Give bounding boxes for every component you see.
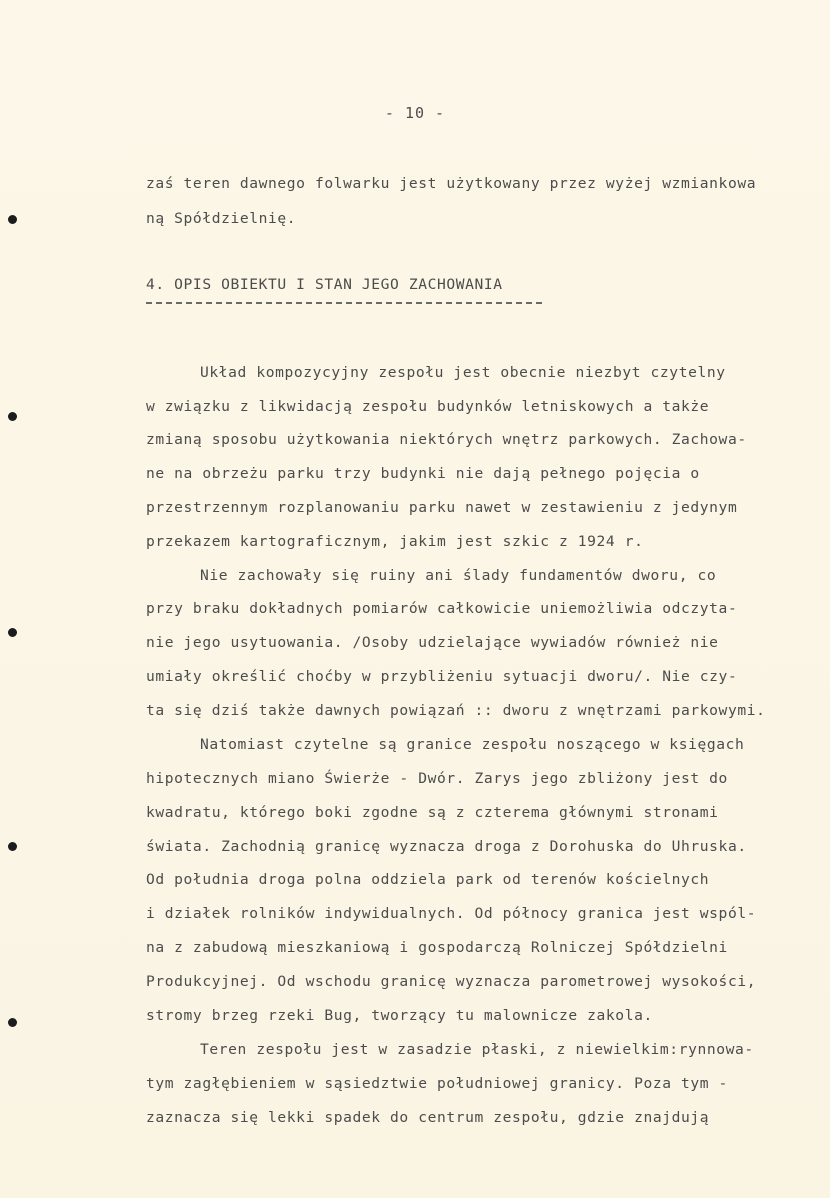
section-heading: 4. OPIS OBIEKTU I STAN JEGO ZACHOWANIA [146,276,503,293]
text-line: przekazem kartograficznym, jakim jest szkic z 1924 r. [146,533,644,550]
text-line: zaś teren dawnego folwarku jest użytkowany przez wyżej wzmiankowa [146,175,757,192]
punch-hole-mark [8,1018,17,1027]
text-line: przy braku dokładnych pomiarów całkowicie uniemożliwia odczyta- [146,600,738,617]
text-line: ta się dziś także dawnych powiązań :: dworu z wnętrzami parkowymi. [146,702,766,719]
text-line: hipotecznych miano Świerże - Dwór. Zarys jego zbliżony jest do [146,770,728,787]
punch-hole-mark [8,628,17,637]
text-line: świata. Zachodnią granicę wyznacza droga z Dorohuska do Uhruska. [146,838,747,855]
text-line: Teren zespołu jest w zasadzie płaski, z niewielkim:rynnowa- [200,1041,754,1058]
heading-underline [146,302,542,304]
text-line: przestrzennym rozplanowaniu parku nawet w zestawieniu z jedynym [146,499,738,516]
text-line: nie jego usytuowania. /Osoby udzielające wywiadów również nie [146,634,719,651]
text-line: ną Spółdzielnię. [146,210,297,227]
page-number: - 10 - [384,104,446,122]
text-line: Nie zachowały się ruiny ani ślady fundamentów dworu, co [200,567,717,584]
text-line: umiały określić choćby w przybliżeniu sytuacji dworu/. Nie czy- [146,668,738,685]
text-line: kwadratu, którego boki zgodne są z czterema głównymi stronami [146,804,719,821]
text-line: zmianą sposobu użytkowania niektórych wnętrz parkowych. Zachowa- [146,431,747,448]
text-line: w związku z likwidacją zespołu budynków letniskowych a także [146,398,710,415]
text-line: Natomiast czytelne są granice zespołu noszącego w księgach [200,736,745,753]
text-line: i działek rolników indywidualnych. Od północy granica jest wspól- [146,905,757,922]
punch-hole-mark [8,412,17,421]
text-line: Układ kompozycyjny zespołu jest obecnie niezbyt czytelny [200,364,726,381]
text-line: zaznacza się lekki spadek do centrum zespołu, gdzie znajdują [146,1109,710,1126]
text-line: ne na obrzeżu parku trzy budynki nie dają pełnego pojęcia o [146,465,700,482]
punch-hole-mark [8,215,17,224]
text-line: Od południa droga polna oddziela park od terenów kościelnych [146,871,710,888]
text-line: tym zagłębieniem w sąsiedztwie południowej granicy. Poza tym - [146,1075,728,1092]
punch-hole-mark [8,842,17,851]
text-line: Produkcyjnej. Od wschodu granicę wyznacza parometrowej wysokości, [146,973,757,990]
text-line: stromy brzeg rzeki Bug, tworzący tu malownicze zakola. [146,1007,653,1024]
text-line: na z zabudową mieszkaniową i gospodarczą Rolniczej Spółdzielni [146,939,728,956]
